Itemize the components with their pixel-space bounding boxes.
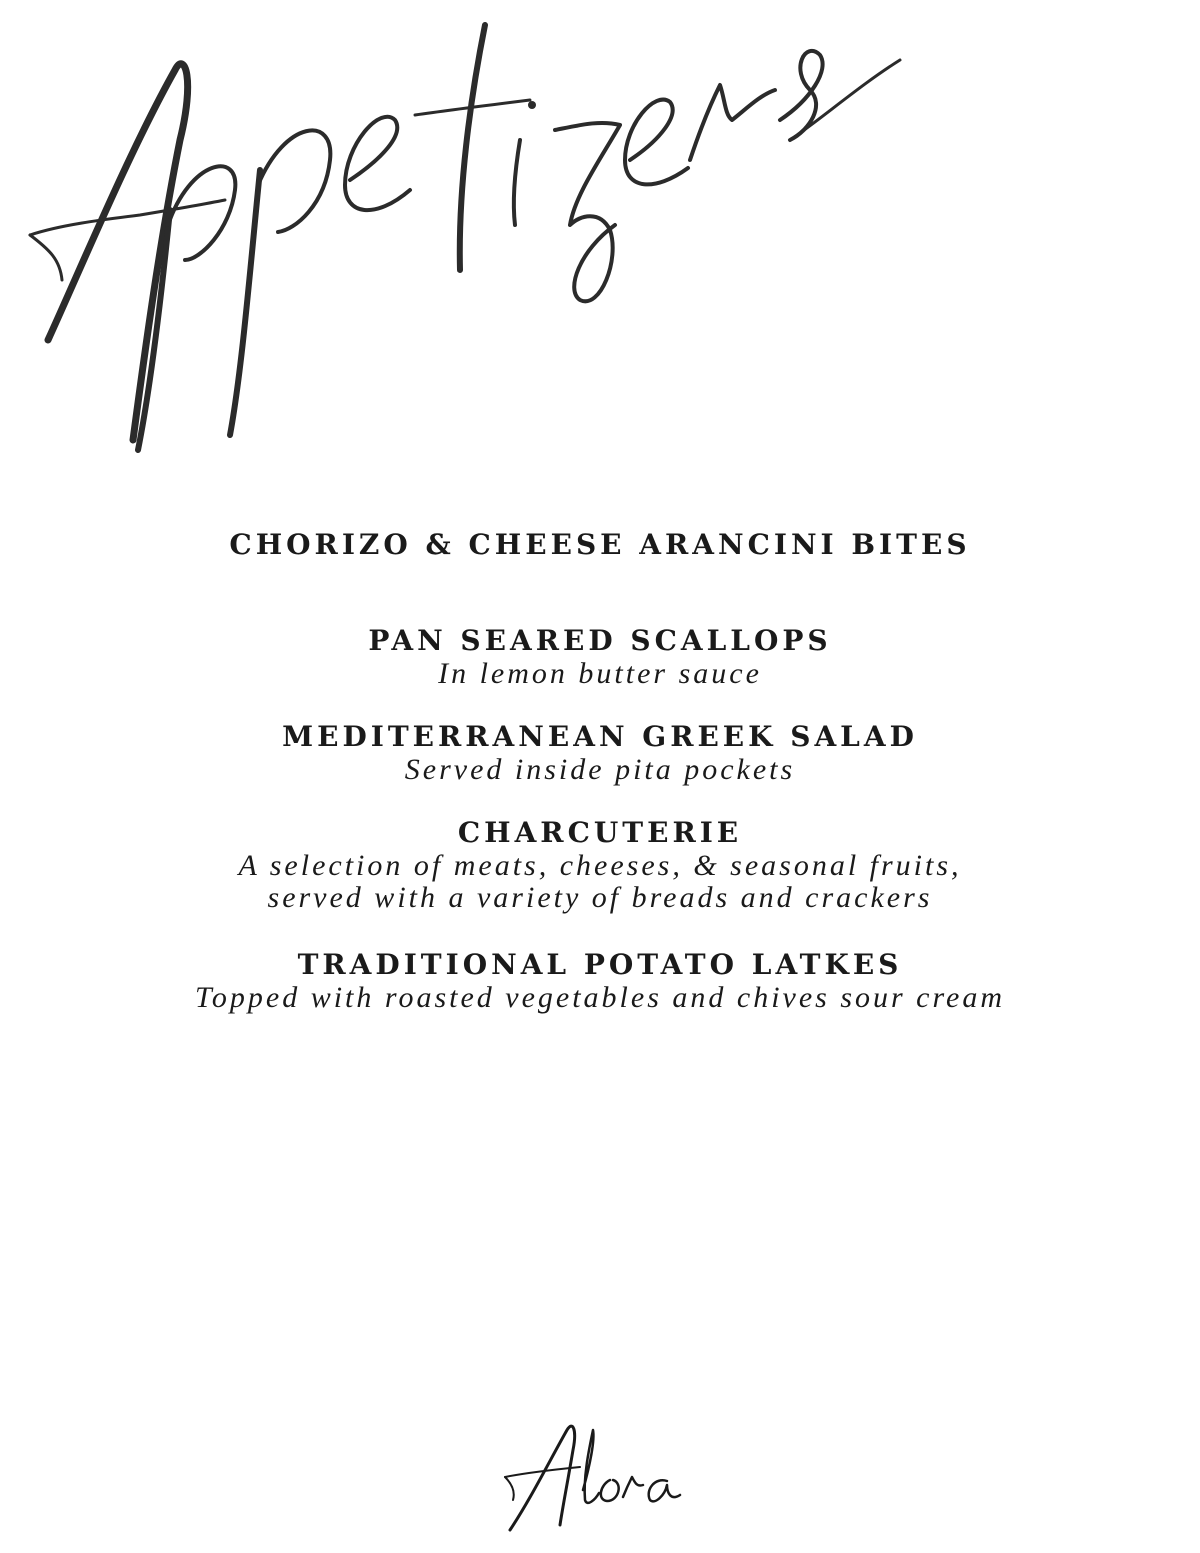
menu-item-name: CHORIZO & CHEESE ARANCINI BITES — [229, 528, 971, 561]
menu-item-description: Served inside pita pockets — [404, 753, 796, 786]
menu-item — [0, 528, 1200, 562]
menu-item — [0, 816, 1200, 914]
menu-item-description: In lemon butter sauce — [438, 657, 762, 690]
appetizers-script-title — [20, 10, 920, 470]
menu-item-name: TRADITIONAL POTATO LATKES — [297, 948, 903, 981]
menu-item-name: MEDITERRANEAN GREEK SALAD — [282, 720, 918, 753]
menu-item-description: served with a variety of breads and crackers — [267, 881, 933, 914]
alora-signature-icon — [495, 1405, 695, 1545]
menu-item — [0, 720, 1200, 786]
menu-item — [0, 948, 1200, 1014]
menu-item-description: Topped with roasted vegetables and chives sour cream — [194, 981, 1006, 1014]
menu-item-name: PAN SEARED SCALLOPS — [368, 624, 832, 657]
page-title — [20, 10, 920, 470]
menu-item-name: CHARCUTERIE — [457, 816, 743, 849]
menu-item — [0, 624, 1200, 690]
menu-item-description: A selection of meats, cheeses, & seasonal fruits, — [238, 849, 962, 882]
menu-list — [0, 528, 1200, 1014]
alora-signature-logo — [495, 1405, 695, 1545]
